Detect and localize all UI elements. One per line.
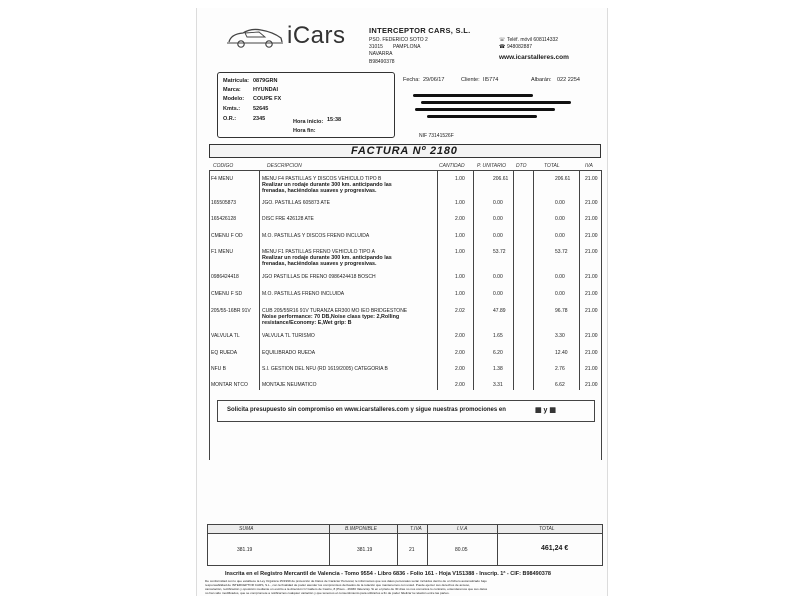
row-cantidad: 1.00 — [455, 291, 465, 297]
row-precio: 0.00 — [493, 216, 503, 222]
row-precio: 1.38 — [493, 366, 503, 372]
row-cantidad: 1.00 — [455, 200, 465, 206]
row-note: Noise performance: 70 DB,Noise class type: 2,Rolling — [262, 314, 400, 320]
totals-divider — [397, 524, 398, 566]
mobile-phone-icon: ☏ — [499, 37, 506, 43]
row-cantidad: 2.00 — [455, 350, 465, 356]
row-descripcion: MENU F4 PASTILLAS Y DISCOS VEHICULO TIPO B — [262, 176, 382, 182]
tiva-value: 21 — [409, 547, 415, 553]
table-divider — [259, 170, 260, 390]
totals-divider — [427, 524, 428, 566]
totals-divider — [497, 524, 498, 566]
row-codigo: VALVULA TL — [211, 333, 240, 339]
table-header-rule — [209, 170, 601, 171]
col-total: TOTAL — [544, 163, 560, 169]
row-cantidad: 2.02 — [455, 308, 465, 314]
row-total: 0.00 — [555, 291, 565, 297]
company-logo-text: iCars — [287, 22, 346, 49]
row-cantidad: 2.00 — [455, 366, 465, 372]
total-label: TOTAL — [539, 526, 555, 532]
company-cif: B98490378 — [369, 59, 395, 65]
albaran-label: Albarán: — [531, 77, 552, 83]
albaran-value: 022 2254 — [557, 77, 580, 83]
redacted-line — [413, 94, 533, 97]
modelo-label: Modelo: — [223, 96, 245, 102]
suma-label: SUMA — [239, 526, 254, 532]
row-iva: 21.00 — [585, 333, 598, 339]
row-total: 12.40 — [555, 350, 568, 356]
company-city: PAMPLONA — [393, 44, 421, 50]
row-descripcion: M.O. PASTILLAS Y DISCOS FRENO INCLUIDA — [262, 233, 370, 239]
row-iva: 21.00 — [585, 366, 598, 372]
table-divider — [209, 170, 210, 460]
hora-inicio-label: Hora inicio: — [293, 119, 324, 125]
matricula-value: 0879GRN — [253, 78, 278, 84]
row-descripcion: CUB 205/55R16 91V TURANZA ER300 MO IEO BRIDGESTONE — [262, 308, 408, 314]
company-phone: Teléf. móvil 608114332 — [507, 37, 559, 43]
row-codigo: F4 MENU — [211, 176, 233, 182]
row-total: 0.00 — [555, 216, 565, 222]
row-note: frenadas, haciéndolas suaves y progresivas. — [262, 188, 377, 194]
col-codigo: CODIGO — [213, 163, 234, 169]
row-codigo: 165505873 — [211, 200, 237, 206]
row-precio: 0.00 — [493, 200, 503, 206]
row-descripcion: VALVULA TL TURISMO — [262, 333, 315, 339]
row-total: 0.00 — [555, 274, 565, 280]
company-website[interactable]: www.icarstalleres.com — [499, 54, 569, 61]
car-logo-icon — [225, 24, 285, 50]
legal-line: cancelación, rectificación y oposición mediante un escrito a la dirección C/ Gallero de Castro, 8 (Pisos - 46030 Valencia). Si en el plazo de 30 días no nos comunica lo contrario, entenderemos que sus datos — [205, 587, 488, 591]
or-value: 2345 — [253, 116, 266, 122]
row-cantidad: 1.00 — [455, 176, 465, 182]
hora-fin-label: Hora fin: — [293, 128, 316, 134]
table-divider — [533, 170, 534, 390]
row-precio: 0.00 — [493, 233, 503, 239]
col-cantidad: CANTIDAD — [439, 163, 465, 169]
row-note: Realizar un rodaje durante 300 km. anticipando las — [262, 255, 392, 261]
table-divider — [437, 170, 438, 390]
row-iva: 21.00 — [585, 249, 598, 255]
row-iva: 21.00 — [585, 308, 598, 314]
company-name: INTERCEPTOR CARS, S.L. — [369, 26, 471, 35]
hora-inicio-value: 15:38 — [327, 117, 342, 123]
modelo-value: COUPE FX — [253, 96, 282, 102]
suma-value: 381.19 — [237, 547, 253, 553]
row-iva: 21.00 — [585, 291, 598, 297]
col-precio: P. UNITARIO — [477, 163, 506, 169]
row-codigo: NFU B — [211, 366, 226, 372]
row-codigo: 0986424418 — [211, 274, 239, 280]
row-codigo: MONTAR NTCO — [211, 382, 248, 388]
row-descripcion: DISC FRE 426128 ATE — [262, 216, 314, 222]
row-codigo: 205/55-16BR 91V — [211, 308, 251, 314]
row-iva: 21.00 — [585, 176, 598, 182]
legal-line: no han sido modificados, que se compromete a notificarnos cualquier variación y que tenemos el consentimiento para utilizarlos a fin de poder fidelizar la relación entre las partes. — [205, 591, 450, 595]
registry-text: Inscrita en el Registro Mercantil de Valencia - Tomo 9554 - Libro 6836 - Folio 161 - Hoja V151388 - Inscrip. 1ª - CIF: B98490378 — [225, 571, 551, 577]
row-iva: 21.00 — [585, 382, 598, 388]
row-total: 0.00 — [555, 233, 565, 239]
row-iva: 21.00 — [585, 216, 598, 222]
row-precio: 3.31 — [493, 382, 503, 388]
col-iva: IVA — [585, 163, 593, 169]
row-note: frenadas, haciéndolas suaves y progresivas. — [262, 261, 377, 267]
or-label: O.R.: — [223, 116, 237, 122]
row-total: 0.00 — [555, 200, 565, 206]
nif-value: NIF 73141526F — [419, 133, 454, 139]
redacted-line — [415, 108, 555, 111]
fecha-value: 29/06/17 — [423, 77, 445, 83]
totals-divider — [329, 524, 330, 566]
fecha-label: Fecha: — [403, 77, 420, 83]
row-descripcion: MONTAJE NEUMATICO — [262, 382, 317, 388]
company-phone2: 948082887 — [507, 44, 533, 50]
base-label: B.IMPONIBLE — [345, 526, 377, 532]
row-codigo: EQ RUEDA — [211, 350, 238, 356]
row-cantidad: 2.00 — [455, 333, 465, 339]
tiva-label: T.IVA — [410, 526, 422, 532]
iva-value: 80.05 — [455, 547, 468, 553]
row-descripcion: S.I. GESTION DEL NFU (RD 1619/2005) CATEGORIA B — [262, 366, 388, 372]
row-precio: 0.00 — [493, 291, 503, 297]
marca-value: HYUNDAI — [253, 87, 279, 93]
row-precio: 0.00 — [493, 274, 503, 280]
row-iva: 21.00 — [585, 350, 598, 356]
total-value: 461,24 € — [541, 545, 569, 552]
table-divider — [473, 170, 474, 390]
row-cantidad: 2.00 — [455, 216, 465, 222]
cliente-label: Cliente: — [461, 77, 480, 83]
kms-value: 52645 — [253, 106, 269, 112]
table-divider — [601, 170, 602, 460]
company-postal: 31015 — [369, 44, 383, 50]
row-total: 96.78 — [555, 308, 568, 314]
row-descripcion: MENU F1 PASTILLAS FRENO VEHICULO TIPO A — [262, 249, 375, 255]
promo-text[interactable]: Solicita presupuesto sin compromiso en www.icarstalleres.com y sigue nuestras promociones en — [227, 407, 506, 413]
row-total: 6.62 — [555, 382, 565, 388]
social-icons[interactable]: ▦ y ▦ — [535, 407, 557, 414]
row-total: 206.61 — [555, 176, 571, 182]
row-codigo: F1 MENU — [211, 249, 233, 255]
invoice-title: FACTURA Nº 2180 — [351, 145, 458, 157]
row-iva: 21.00 — [585, 200, 598, 206]
row-note: Realizar un rodaje durante 300 km. anticipando las — [262, 182, 392, 188]
invoice-sheet — [196, 8, 608, 596]
base-value: 381.19 — [357, 547, 373, 553]
redacted-line — [427, 115, 537, 118]
row-iva: 21.00 — [585, 274, 598, 280]
col-descripcion: DESCRIPCION — [267, 163, 302, 169]
row-descripcion: EQUILIBRADO RUEDA — [262, 350, 316, 356]
row-precio: 6.20 — [493, 350, 503, 356]
row-cantidad: 1.00 — [455, 249, 465, 255]
redacted-line — [421, 101, 571, 104]
row-note: resistance/Economy: E,Wet grip: B — [262, 320, 352, 326]
row-codigo: CMENU F SD — [211, 291, 243, 297]
matricula-label: Matrícula: — [223, 78, 249, 84]
company-region: NAVARRA — [369, 51, 393, 57]
row-codigo: CMENU F OD — [211, 233, 243, 239]
row-cantidad: 1.00 — [455, 274, 465, 280]
legal-line: De conformidad con lo que establece la Ley Orgánica 15/1999 de protección de Datos de Carácter Personal, le informamos que sus datos personales serán incluidos dentro de un fichero automatizado bajo — [205, 579, 487, 583]
cliente-value: II5774 — [483, 77, 499, 83]
row-total: 3.30 — [555, 333, 565, 339]
marca-label: Marca: — [223, 87, 241, 93]
legal-line: responsabilidad de INTERCEPTOR CARS, S.L., con la finalidad de poder atender los compromisos derivados de la relación que mantenemos con usted. Puede ejercer sus derechos de acceso, — [205, 583, 471, 587]
row-precio: 206.61 — [493, 176, 509, 182]
row-descripcion: JGO PASTILLAS DE FRENO 0986424418 BOSCH — [262, 274, 376, 280]
row-total: 2.76 — [555, 366, 565, 372]
col-dto: DTO — [516, 163, 527, 169]
company-address: PSO. FEDERICO SOTO 2 — [369, 37, 428, 43]
row-descripcion: M.O. PASTILLAS FRENO INCLUIDA — [262, 291, 345, 297]
row-precio: 53.72 — [493, 249, 506, 255]
row-cantidad: 1.00 — [455, 233, 465, 239]
phone-icon: ☎ — [499, 44, 506, 50]
row-precio: 47.89 — [493, 308, 506, 314]
kms-label: Kmts.: — [223, 106, 241, 112]
table-divider — [579, 170, 580, 390]
row-cantidad: 2.00 — [455, 382, 465, 388]
row-descripcion: JGO. PASTILLAS 605873 ATE — [262, 200, 330, 206]
row-total: 53.72 — [555, 249, 568, 255]
row-precio: 1.65 — [493, 333, 503, 339]
table-divider — [513, 170, 514, 390]
row-iva: 21.00 — [585, 233, 598, 239]
row-codigo: 165426128 — [211, 216, 237, 222]
iva-label: I.V.A — [457, 526, 468, 532]
